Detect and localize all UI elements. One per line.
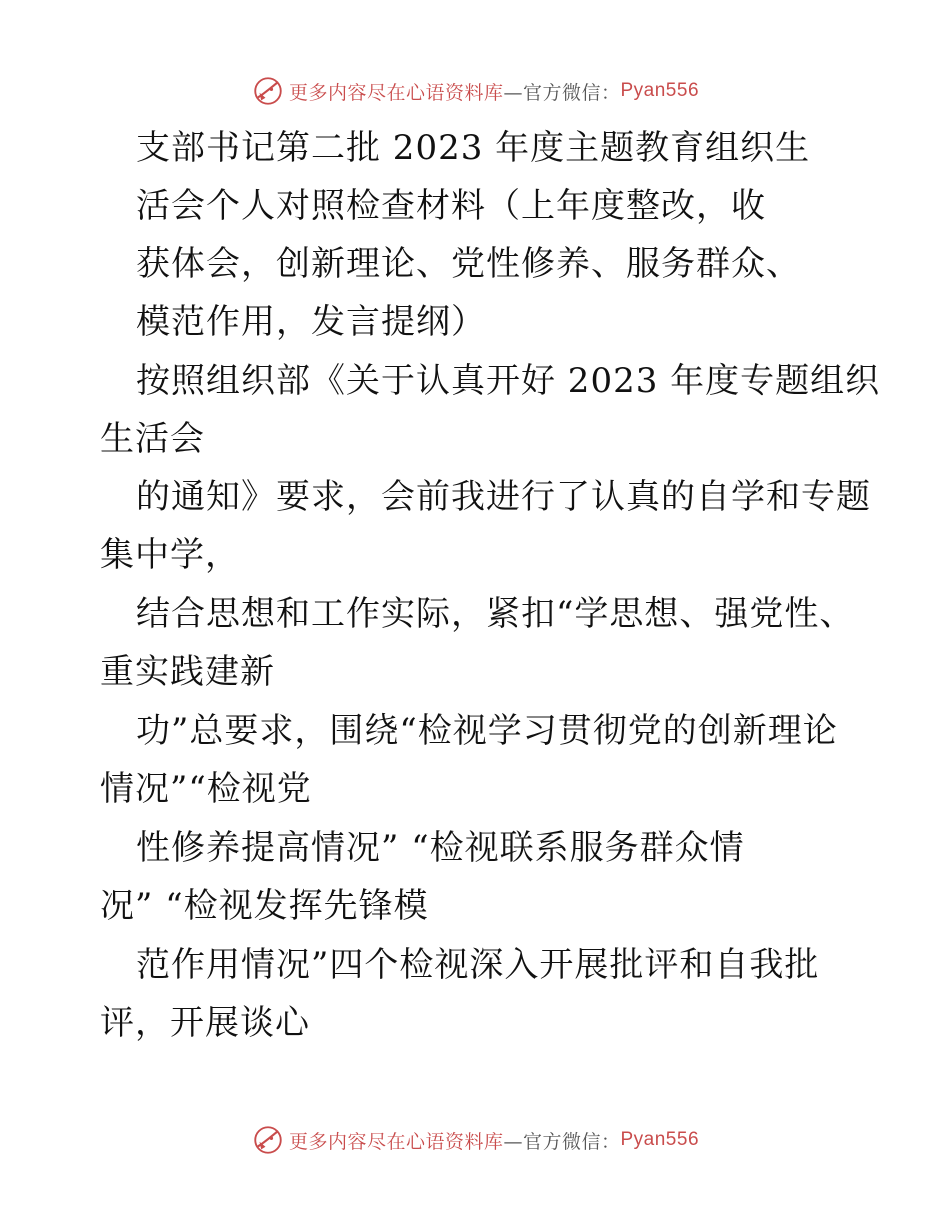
footer-watermark: [0, 1120, 950, 1160]
watermark-wechat-id: Pyan556: [620, 1129, 700, 1150]
title-line-1: 支部书记第二批 2023 年度主题教育组织生: [136, 128, 811, 168]
title-line-4: 模范作用，发言提纲）: [136, 302, 486, 342]
watermark-wechat-id: Pyan556: [620, 80, 700, 101]
title-line-2: 活会个人对照检查材料（上年度整改，收: [136, 186, 766, 226]
body-line-5: 结合思想和工作实际，紧扣“学思想、强党性、: [136, 594, 855, 634]
body-line-10: 况” “检视发挥先锋模: [100, 886, 429, 926]
body-line-3: 的通知》要求，会前我进行了认真的自学和专题: [136, 477, 871, 517]
watermark-site-text: 更多内容尽在心语资料库: [288, 81, 504, 104]
body-line-12: 评，开展谈心: [100, 1003, 310, 1043]
body-line-2: 生活会: [100, 419, 205, 459]
body-line-9: 性修养提高情况” “检视联系服务群众情: [136, 828, 745, 868]
watermark-site-text: 更多内容尽在心语资料库: [288, 1130, 504, 1153]
body-line-6: 重实践建新: [100, 652, 275, 692]
watermark-wechat-label: —官方微信：: [503, 1130, 621, 1153]
title-line-3: 获体会，创新理论、党性修养、服务群众、: [136, 244, 801, 284]
body-line-4: 集中学，: [100, 535, 240, 575]
header-watermark: [0, 71, 950, 111]
watermark-wechat-label: —官方微信：: [503, 81, 621, 104]
body-line-8: 情况”“检视党: [100, 769, 312, 809]
body-line-7: 功”总要求，围绕“检视学习贯彻党的创新理论: [136, 711, 838, 751]
pen-nib-logo-icon: [251, 1123, 285, 1157]
body-line-11: 范作用情况”四个检视深入开展批评和自我批: [136, 945, 820, 985]
pen-nib-logo-icon: [251, 74, 285, 108]
body-line-1: 按照组织部《关于认真开好 2023 年度专题组织: [136, 361, 881, 401]
